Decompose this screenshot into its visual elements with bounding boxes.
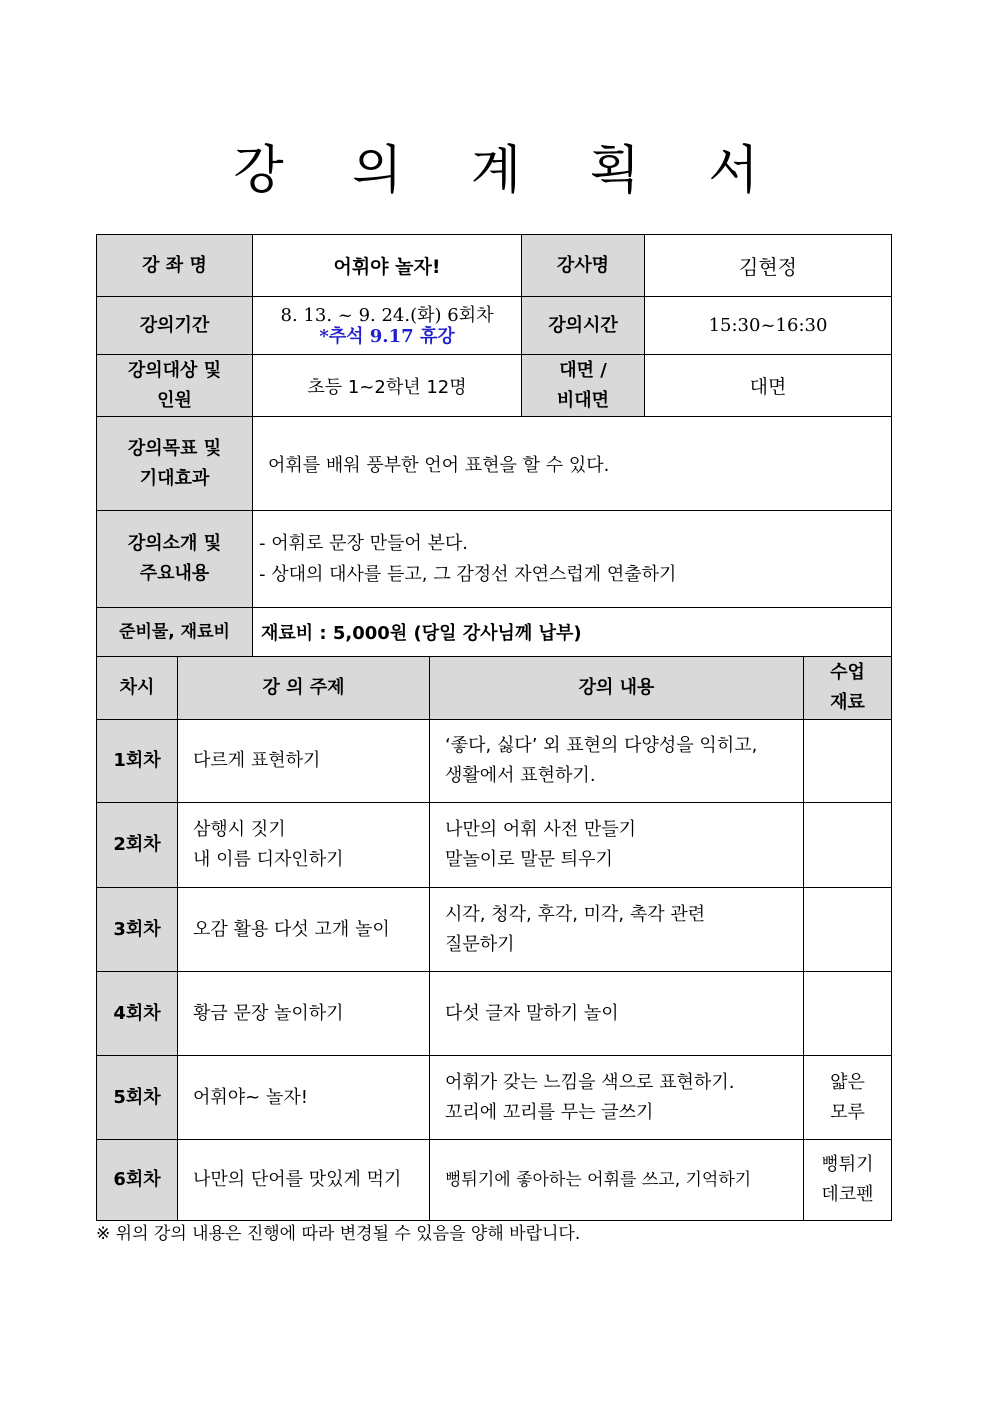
- supplies-cell: [804, 1140, 892, 1221]
- content-line-2: 생활에서 표현하기.: [445, 765, 596, 786]
- course-info-table: [96, 234, 892, 657]
- topic-cell: [178, 888, 430, 972]
- intro-value: [253, 511, 892, 608]
- schedule-table: [96, 656, 892, 1221]
- table-row: [97, 720, 892, 803]
- content-cell: [430, 720, 804, 803]
- content-line-1: 어휘가 갖는 느낌을 색으로 표현하기.: [445, 1071, 735, 1093]
- intro-label-line-2: 주요내용: [139, 563, 210, 584]
- topic-line-1: 다르게 표현하기: [193, 750, 321, 771]
- topic-cell: [178, 803, 430, 888]
- target-label: [97, 355, 253, 417]
- header-supplies-line-1: 수업: [830, 662, 865, 683]
- header-session: 차시: [97, 657, 178, 720]
- topic-line-1: 삼행시 짓기: [193, 819, 286, 840]
- session-cell: 5회차: [97, 1056, 178, 1140]
- header-supplies-line-2: 재료: [830, 692, 865, 713]
- table-row: [97, 888, 892, 972]
- content-cell: [430, 888, 804, 972]
- header-supplies: [804, 657, 892, 720]
- topic-cell: [178, 720, 430, 803]
- content-line-1: 뻥튀기에 좋아하는 어휘를 쓰고, 기억하기: [445, 1170, 752, 1190]
- intro-label: [97, 511, 253, 608]
- content-cell: [430, 1140, 804, 1221]
- supplies-line-2: 데코펜: [821, 1184, 874, 1205]
- materials-label: 준비물, 재료비: [97, 608, 253, 657]
- goal-value: 어휘를 배워 풍부한 언어 표현을 할 수 있다.: [253, 417, 892, 511]
- session-cell: 6회차: [97, 1140, 178, 1221]
- content-line-2: 꼬리에 꼬리를 무는 글쓰기: [445, 1101, 654, 1123]
- instructor-label: 강사명: [522, 235, 645, 297]
- supplies-cell: [804, 803, 892, 888]
- time-value: 15:30~16:30: [645, 297, 892, 355]
- topic-line-2: 내 이름 디자인하기: [193, 849, 344, 870]
- content-line-2: 질문하기: [445, 933, 515, 955]
- header-content: 강의 내용: [430, 657, 804, 720]
- supplies-cell: [804, 888, 892, 972]
- intro-label-line-1: 강의소개 및: [127, 533, 222, 554]
- materials-value: 재료비 : 5,000원 (당일 강사님께 납부): [253, 608, 892, 657]
- mode-label: [522, 355, 645, 417]
- target-value: 초등 1~2학년 12명: [253, 355, 522, 417]
- footnote: ※ 위의 강의 내용은 진행에 따라 변경될 수 있음을 양해 바랍니다.: [96, 1224, 581, 1244]
- topic-line-1: 오감 활용 다섯 고개 놀이: [193, 918, 390, 940]
- intro-line-2: - 상대의 대사를 듣고, 그 감정선 자연스럽게 연출하기: [259, 564, 677, 585]
- session-cell: 4회차: [97, 972, 178, 1056]
- supplies-line-2: 모루: [830, 1101, 865, 1123]
- target-label-line-1: 강의대상 및: [127, 359, 222, 381]
- course-name-value: 어휘야 놀자!: [253, 235, 522, 297]
- topic-line-1: 나만의 단어를 맛있게 먹기: [193, 1169, 402, 1190]
- supplies-line-1: 얇은: [830, 1071, 865, 1093]
- supplies-cell: [804, 1056, 892, 1140]
- mode-value: 대면: [645, 355, 892, 417]
- session-cell: 1회차: [97, 720, 178, 803]
- goal-label-line-1: 강의목표 및: [127, 437, 222, 459]
- goal-label: [97, 417, 253, 511]
- goal-label-line-2: 기대효과: [139, 467, 210, 489]
- period-label: 강의기간: [97, 297, 253, 355]
- course-name-label: 강 좌 명: [97, 235, 253, 297]
- topic-line-1: 황금 문장 놀이하기: [193, 1002, 344, 1024]
- header-topic: 강 의 주제: [178, 657, 430, 720]
- content-line-2: 말놀이로 말문 틔우기: [445, 849, 613, 870]
- time-label: 강의시간: [522, 297, 645, 355]
- content-cell: [430, 803, 804, 888]
- content-line-1: 다섯 글자 말하기 놀이: [445, 1002, 619, 1024]
- period-cell: [253, 297, 522, 355]
- topic-cell: [178, 972, 430, 1056]
- intro-line-1: - 어휘로 문장 만들어 본다.: [259, 533, 468, 554]
- mode-label-line-2: 비대면: [556, 389, 610, 411]
- table-row: [97, 803, 892, 888]
- content-line-1: 시각, 청각, 후각, 미각, 촉각 관련: [445, 903, 706, 925]
- instructor-value: 김현정: [645, 235, 892, 297]
- content-line-1: ‘좋다, 싫다’ 외 표현의 다양성을 익히고,: [445, 735, 758, 756]
- topic-line-1: 어휘야~ 놀자!: [193, 1086, 308, 1108]
- session-cell: 2회차: [97, 803, 178, 888]
- content-line-1: 나만의 어휘 사전 만들기: [445, 819, 637, 840]
- mode-label-line-1: 대면 /: [559, 359, 607, 381]
- period-value: 8. 13. ~ 9. 24.(화) 6회차: [280, 304, 494, 326]
- table-row: [97, 1056, 892, 1140]
- supplies-line-1: 뻥튀기: [821, 1154, 874, 1175]
- target-label-line-2: 인원: [157, 389, 192, 411]
- topic-cell: [178, 1140, 430, 1221]
- table-row: [97, 1140, 892, 1221]
- content-cell: [430, 1056, 804, 1140]
- table-row: [97, 972, 892, 1056]
- session-cell: 3회차: [97, 888, 178, 972]
- supplies-cell: [804, 972, 892, 1056]
- topic-cell: [178, 1056, 430, 1140]
- content-cell: [430, 972, 804, 1056]
- supplies-cell: [804, 720, 892, 803]
- document-title: 강 의 계 획 서: [233, 141, 785, 201]
- period-holiday-note: *추석 9.17 휴강: [319, 325, 455, 347]
